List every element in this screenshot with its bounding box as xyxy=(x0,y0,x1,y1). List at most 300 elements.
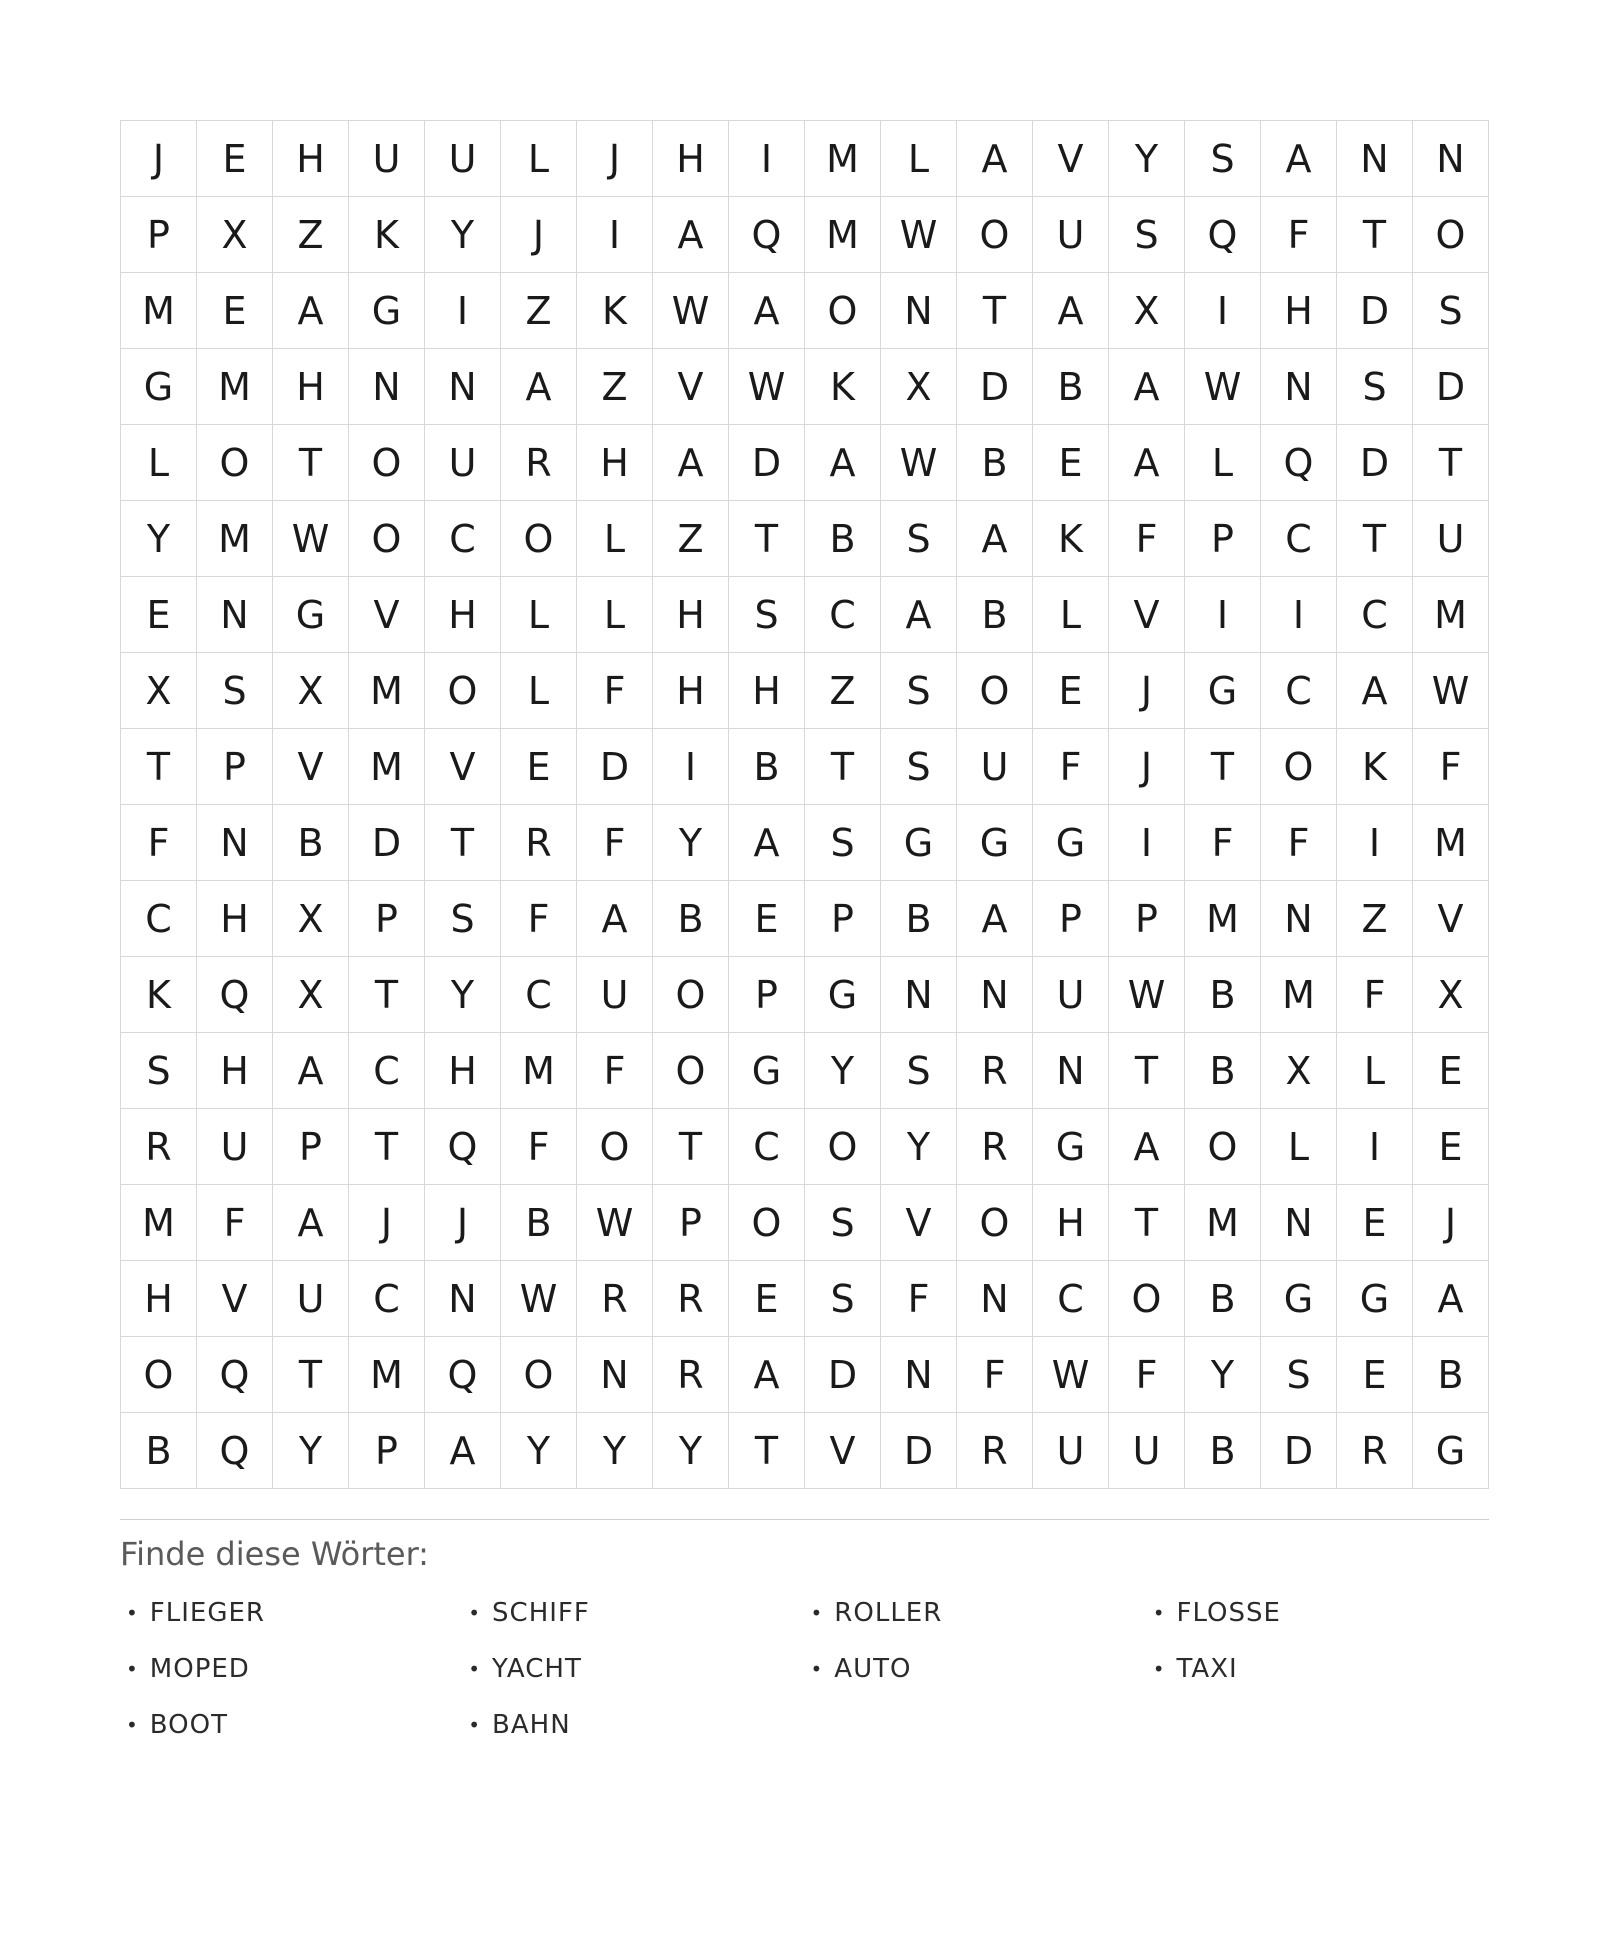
grid-cell[interactable]: B xyxy=(1185,1413,1261,1489)
grid-cell[interactable]: F xyxy=(577,653,653,729)
grid-cell[interactable]: C xyxy=(349,1033,425,1109)
grid-cell[interactable]: O xyxy=(197,425,273,501)
grid-cell[interactable]: E xyxy=(501,729,577,805)
grid-cell[interactable]: M xyxy=(1413,577,1489,653)
grid-cell[interactable]: Q xyxy=(425,1109,501,1185)
grid-cell[interactable]: X xyxy=(1413,957,1489,1033)
grid-cell[interactable]: I xyxy=(653,729,729,805)
grid-cell[interactable]: T xyxy=(957,273,1033,349)
grid-cell[interactable]: Z xyxy=(1337,881,1413,957)
grid-cell[interactable]: G xyxy=(121,349,197,425)
grid-cell[interactable]: Y xyxy=(653,1413,729,1489)
grid-cell[interactable]: A xyxy=(1109,349,1185,425)
grid-cell[interactable]: X xyxy=(273,653,349,729)
grid-cell[interactable]: P xyxy=(653,1185,729,1261)
grid-cell[interactable]: H xyxy=(273,349,349,425)
grid-cell[interactable]: A xyxy=(729,1337,805,1413)
grid-cell[interactable]: A xyxy=(805,425,881,501)
grid-cell[interactable]: U xyxy=(425,425,501,501)
grid-cell[interactable]: T xyxy=(1337,197,1413,273)
grid-cell[interactable]: F xyxy=(577,805,653,881)
grid-cell[interactable]: T xyxy=(729,501,805,577)
grid-cell[interactable]: L xyxy=(577,501,653,577)
grid-cell[interactable]: O xyxy=(729,1185,805,1261)
grid-cell[interactable]: O xyxy=(577,1109,653,1185)
grid-cell[interactable]: P xyxy=(1109,881,1185,957)
grid-cell[interactable]: M xyxy=(1185,1185,1261,1261)
grid-cell[interactable]: U xyxy=(1033,957,1109,1033)
grid-cell[interactable]: K xyxy=(577,273,653,349)
grid-cell[interactable]: F xyxy=(1033,729,1109,805)
grid-cell[interactable]: T xyxy=(349,957,425,1033)
grid-cell[interactable]: V xyxy=(349,577,425,653)
grid-cell[interactable]: M xyxy=(197,501,273,577)
grid-cell[interactable]: S xyxy=(881,501,957,577)
grid-cell[interactable]: W xyxy=(273,501,349,577)
grid-cell[interactable]: L xyxy=(577,577,653,653)
grid-cell[interactable]: I xyxy=(1109,805,1185,881)
grid-cell[interactable]: I xyxy=(1185,577,1261,653)
grid-cell[interactable]: E xyxy=(1337,1185,1413,1261)
grid-cell[interactable]: F xyxy=(1109,501,1185,577)
grid-cell[interactable]: F xyxy=(197,1185,273,1261)
grid-cell[interactable]: M xyxy=(349,653,425,729)
grid-cell[interactable]: N xyxy=(349,349,425,425)
grid-cell[interactable]: B xyxy=(501,1185,577,1261)
grid-cell[interactable]: Y xyxy=(425,957,501,1033)
grid-cell[interactable]: H xyxy=(1261,273,1337,349)
grid-cell[interactable]: V xyxy=(273,729,349,805)
grid-cell[interactable]: S xyxy=(1261,1337,1337,1413)
grid-cell[interactable]: R xyxy=(653,1261,729,1337)
grid-cell[interactable]: Y xyxy=(1109,121,1185,197)
grid-cell[interactable]: M xyxy=(1413,805,1489,881)
grid-cell[interactable]: C xyxy=(1261,501,1337,577)
grid-cell[interactable]: N xyxy=(957,957,1033,1033)
grid-cell[interactable]: P xyxy=(121,197,197,273)
grid-cell[interactable]: B xyxy=(273,805,349,881)
grid-cell[interactable]: P xyxy=(197,729,273,805)
grid-cell[interactable]: I xyxy=(729,121,805,197)
grid-cell[interactable]: A xyxy=(577,881,653,957)
grid-cell[interactable]: G xyxy=(1413,1413,1489,1489)
grid-cell[interactable]: P xyxy=(349,881,425,957)
grid-cell[interactable]: Y xyxy=(273,1413,349,1489)
grid-cell[interactable]: I xyxy=(1185,273,1261,349)
grid-cell[interactable]: V xyxy=(881,1185,957,1261)
grid-cell[interactable]: D xyxy=(805,1337,881,1413)
grid-cell[interactable]: B xyxy=(1185,1033,1261,1109)
grid-cell[interactable]: V xyxy=(197,1261,273,1337)
grid-cell[interactable]: M xyxy=(121,273,197,349)
grid-cell[interactable]: Y xyxy=(425,197,501,273)
grid-cell[interactable]: M xyxy=(349,729,425,805)
grid-cell[interactable]: L xyxy=(501,653,577,729)
grid-cell[interactable]: N xyxy=(1337,121,1413,197)
grid-cell[interactable]: S xyxy=(1413,273,1489,349)
grid-cell[interactable]: U xyxy=(957,729,1033,805)
grid-cell[interactable]: N xyxy=(881,1337,957,1413)
grid-cell[interactable]: U xyxy=(1033,197,1109,273)
grid-cell[interactable]: E xyxy=(1413,1033,1489,1109)
grid-cell[interactable]: O xyxy=(957,197,1033,273)
grid-cell[interactable]: E xyxy=(1413,1109,1489,1185)
grid-cell[interactable]: P xyxy=(729,957,805,1033)
grid-cell[interactable]: E xyxy=(121,577,197,653)
grid-cell[interactable]: T xyxy=(653,1109,729,1185)
grid-cell[interactable]: E xyxy=(197,273,273,349)
grid-cell[interactable]: W xyxy=(653,273,729,349)
grid-cell[interactable]: X xyxy=(121,653,197,729)
grid-cell[interactable]: V xyxy=(1413,881,1489,957)
grid-cell[interactable]: B xyxy=(881,881,957,957)
grid-cell[interactable]: Y xyxy=(653,805,729,881)
grid-cell[interactable]: R xyxy=(577,1261,653,1337)
grid-cell[interactable]: S xyxy=(1185,121,1261,197)
grid-cell[interactable]: U xyxy=(577,957,653,1033)
grid-cell[interactable]: L xyxy=(881,121,957,197)
grid-cell[interactable]: Q xyxy=(197,1413,273,1489)
grid-cell[interactable]: W xyxy=(1033,1337,1109,1413)
grid-cell[interactable]: W xyxy=(1109,957,1185,1033)
grid-cell[interactable]: G xyxy=(1033,1109,1109,1185)
grid-cell[interactable]: P xyxy=(1185,501,1261,577)
grid-cell[interactable]: A xyxy=(957,501,1033,577)
grid-cell[interactable]: N xyxy=(881,957,957,1033)
grid-cell[interactable]: N xyxy=(957,1261,1033,1337)
grid-cell[interactable]: N xyxy=(1033,1033,1109,1109)
grid-cell[interactable]: G xyxy=(881,805,957,881)
grid-cell[interactable]: G xyxy=(805,957,881,1033)
grid-cell[interactable]: H xyxy=(729,653,805,729)
grid-cell[interactable]: Y xyxy=(805,1033,881,1109)
grid-cell[interactable]: B xyxy=(1033,349,1109,425)
grid-cell[interactable]: D xyxy=(1261,1413,1337,1489)
grid-cell[interactable]: F xyxy=(1413,729,1489,805)
grid-cell[interactable]: Q xyxy=(197,1337,273,1413)
grid-cell[interactable]: M xyxy=(805,121,881,197)
grid-cell[interactable]: L xyxy=(1033,577,1109,653)
grid-cell[interactable]: F xyxy=(1261,197,1337,273)
grid-cell[interactable]: S xyxy=(881,653,957,729)
grid-cell[interactable]: X xyxy=(273,957,349,1033)
grid-cell[interactable]: E xyxy=(1033,425,1109,501)
grid-cell[interactable]: T xyxy=(1337,501,1413,577)
grid-cell[interactable]: A xyxy=(653,197,729,273)
grid-cell[interactable]: H xyxy=(425,577,501,653)
grid-cell[interactable]: T xyxy=(1185,729,1261,805)
grid-cell[interactable]: I xyxy=(1337,1109,1413,1185)
grid-cell[interactable]: V xyxy=(805,1413,881,1489)
grid-cell[interactable]: B xyxy=(121,1413,197,1489)
grid-cell[interactable]: T xyxy=(273,425,349,501)
grid-cell[interactable]: D xyxy=(349,805,425,881)
grid-cell[interactable]: S xyxy=(881,729,957,805)
grid-cell[interactable]: R xyxy=(957,1033,1033,1109)
grid-cell[interactable]: J xyxy=(349,1185,425,1261)
grid-cell[interactable]: P xyxy=(349,1413,425,1489)
grid-cell[interactable]: N xyxy=(1261,881,1337,957)
grid-cell[interactable]: R xyxy=(121,1109,197,1185)
grid-cell[interactable]: W xyxy=(501,1261,577,1337)
grid-cell[interactable]: G xyxy=(273,577,349,653)
grid-cell[interactable]: C xyxy=(729,1109,805,1185)
grid-cell[interactable]: C xyxy=(349,1261,425,1337)
grid-cell[interactable]: Q xyxy=(197,957,273,1033)
grid-cell[interactable]: W xyxy=(881,425,957,501)
grid-cell[interactable]: M xyxy=(1185,881,1261,957)
grid-cell[interactable]: S xyxy=(805,1185,881,1261)
grid-cell[interactable]: U xyxy=(425,121,501,197)
grid-cell[interactable]: F xyxy=(1185,805,1261,881)
grid-cell[interactable]: O xyxy=(653,957,729,1033)
grid-cell[interactable]: L xyxy=(1185,425,1261,501)
grid-cell[interactable]: A xyxy=(1033,273,1109,349)
grid-cell[interactable]: C xyxy=(1033,1261,1109,1337)
grid-cell[interactable]: T xyxy=(805,729,881,805)
grid-cell[interactable]: A xyxy=(881,577,957,653)
grid-cell[interactable]: A xyxy=(1413,1261,1489,1337)
grid-cell[interactable]: B xyxy=(957,425,1033,501)
grid-cell[interactable]: N xyxy=(881,273,957,349)
grid-cell[interactable]: S xyxy=(1337,349,1413,425)
grid-cell[interactable]: V xyxy=(653,349,729,425)
grid-cell[interactable]: O xyxy=(425,653,501,729)
grid-cell[interactable]: X xyxy=(197,197,273,273)
grid-cell[interactable]: A xyxy=(1337,653,1413,729)
grid-cell[interactable]: F xyxy=(1337,957,1413,1033)
grid-cell[interactable]: V xyxy=(1033,121,1109,197)
grid-cell[interactable]: A xyxy=(729,273,805,349)
grid-cell[interactable]: C xyxy=(501,957,577,1033)
grid-cell[interactable]: G xyxy=(1261,1261,1337,1337)
grid-cell[interactable]: S xyxy=(197,653,273,729)
grid-cell[interactable]: B xyxy=(1185,1261,1261,1337)
grid-cell[interactable]: F xyxy=(577,1033,653,1109)
grid-cell[interactable]: Y xyxy=(1185,1337,1261,1413)
grid-cell[interactable]: W xyxy=(1185,349,1261,425)
grid-cell[interactable]: G xyxy=(1185,653,1261,729)
grid-cell[interactable]: B xyxy=(805,501,881,577)
grid-cell[interactable]: U xyxy=(273,1261,349,1337)
grid-cell[interactable]: Y xyxy=(501,1413,577,1489)
grid-cell[interactable]: A xyxy=(501,349,577,425)
grid-cell[interactable]: T xyxy=(729,1413,805,1489)
grid-cell[interactable]: E xyxy=(197,121,273,197)
grid-cell[interactable]: D xyxy=(1337,425,1413,501)
grid-cell[interactable]: M xyxy=(349,1337,425,1413)
grid-cell[interactable]: F xyxy=(1109,1337,1185,1413)
grid-cell[interactable]: U xyxy=(1033,1413,1109,1489)
grid-cell[interactable]: Q xyxy=(425,1337,501,1413)
grid-cell[interactable]: L xyxy=(501,577,577,653)
grid-cell[interactable]: L xyxy=(1337,1033,1413,1109)
grid-cell[interactable]: N xyxy=(1261,349,1337,425)
grid-cell[interactable]: A xyxy=(957,881,1033,957)
grid-cell[interactable]: H xyxy=(273,121,349,197)
grid-cell[interactable]: F xyxy=(501,881,577,957)
grid-cell[interactable]: T xyxy=(1413,425,1489,501)
grid-cell[interactable]: J xyxy=(425,1185,501,1261)
grid-cell[interactable]: N xyxy=(197,805,273,881)
grid-cell[interactable]: O xyxy=(1261,729,1337,805)
grid-cell[interactable]: N xyxy=(425,1261,501,1337)
grid-cell[interactable]: F xyxy=(121,805,197,881)
grid-cell[interactable]: A xyxy=(1109,425,1185,501)
grid-cell[interactable]: K xyxy=(1033,501,1109,577)
grid-cell[interactable]: H xyxy=(653,653,729,729)
grid-cell[interactable]: A xyxy=(273,1185,349,1261)
grid-cell[interactable]: D xyxy=(881,1413,957,1489)
grid-cell[interactable]: O xyxy=(1413,197,1489,273)
grid-cell[interactable]: B xyxy=(957,577,1033,653)
grid-cell[interactable]: T xyxy=(1109,1033,1185,1109)
grid-cell[interactable]: A xyxy=(273,1033,349,1109)
grid-cell[interactable]: X xyxy=(1109,273,1185,349)
grid-cell[interactable]: N xyxy=(1413,121,1489,197)
grid-cell[interactable]: B xyxy=(653,881,729,957)
grid-cell[interactable]: K xyxy=(349,197,425,273)
grid-cell[interactable]: G xyxy=(1033,805,1109,881)
grid-cell[interactable]: E xyxy=(1033,653,1109,729)
grid-cell[interactable]: X xyxy=(881,349,957,425)
grid-cell[interactable]: B xyxy=(1413,1337,1489,1413)
grid-cell[interactable]: O xyxy=(957,1185,1033,1261)
grid-cell[interactable]: Z xyxy=(577,349,653,425)
grid-cell[interactable]: Y xyxy=(121,501,197,577)
grid-cell[interactable]: J xyxy=(1109,729,1185,805)
grid-cell[interactable]: M xyxy=(1261,957,1337,1033)
grid-cell[interactable]: R xyxy=(957,1413,1033,1489)
grid-cell[interactable]: A xyxy=(425,1413,501,1489)
grid-cell[interactable]: W xyxy=(729,349,805,425)
grid-cell[interactable]: T xyxy=(1109,1185,1185,1261)
grid-cell[interactable]: I xyxy=(577,197,653,273)
grid-cell[interactable]: C xyxy=(1337,577,1413,653)
grid-cell[interactable]: O xyxy=(1109,1261,1185,1337)
grid-cell[interactable]: O xyxy=(349,425,425,501)
grid-cell[interactable]: T xyxy=(425,805,501,881)
grid-cell[interactable]: X xyxy=(273,881,349,957)
grid-cell[interactable]: K xyxy=(121,957,197,1033)
grid-cell[interactable]: C xyxy=(425,501,501,577)
grid-cell[interactable]: B xyxy=(1185,957,1261,1033)
grid-cell[interactable]: O xyxy=(501,1337,577,1413)
grid-cell[interactable]: M xyxy=(197,349,273,425)
grid-cell[interactable]: G xyxy=(1337,1261,1413,1337)
grid-cell[interactable]: J xyxy=(501,197,577,273)
grid-cell[interactable]: M xyxy=(501,1033,577,1109)
grid-cell[interactable]: I xyxy=(425,273,501,349)
grid-cell[interactable]: A xyxy=(1109,1109,1185,1185)
grid-cell[interactable]: K xyxy=(805,349,881,425)
grid-cell[interactable]: P xyxy=(805,881,881,957)
grid-cell[interactable]: C xyxy=(1261,653,1337,729)
grid-cell[interactable]: Z xyxy=(273,197,349,273)
grid-cell[interactable]: I xyxy=(1261,577,1337,653)
grid-cell[interactable]: S xyxy=(805,1261,881,1337)
grid-cell[interactable]: T xyxy=(121,729,197,805)
grid-cell[interactable]: L xyxy=(121,425,197,501)
grid-cell[interactable]: U xyxy=(1413,501,1489,577)
grid-cell[interactable]: J xyxy=(121,121,197,197)
grid-cell[interactable]: W xyxy=(577,1185,653,1261)
grid-cell[interactable]: Q xyxy=(1261,425,1337,501)
grid-cell[interactable]: F xyxy=(501,1109,577,1185)
grid-cell[interactable]: N xyxy=(197,577,273,653)
grid-cell[interactable]: R xyxy=(1337,1413,1413,1489)
grid-cell[interactable]: N xyxy=(425,349,501,425)
grid-cell[interactable]: A xyxy=(729,805,805,881)
grid-cell[interactable]: E xyxy=(729,1261,805,1337)
grid-cell[interactable]: U xyxy=(1109,1413,1185,1489)
grid-cell[interactable]: U xyxy=(349,121,425,197)
grid-cell[interactable]: O xyxy=(805,273,881,349)
grid-cell[interactable]: V xyxy=(1109,577,1185,653)
grid-cell[interactable]: A xyxy=(653,425,729,501)
grid-cell[interactable]: L xyxy=(1261,1109,1337,1185)
grid-cell[interactable]: O xyxy=(1185,1109,1261,1185)
grid-cell[interactable]: H xyxy=(1033,1185,1109,1261)
grid-cell[interactable]: D xyxy=(729,425,805,501)
grid-cell[interactable]: S xyxy=(881,1033,957,1109)
grid-cell[interactable]: G xyxy=(729,1033,805,1109)
grid-cell[interactable]: D xyxy=(957,349,1033,425)
grid-cell[interactable]: C xyxy=(121,881,197,957)
grid-cell[interactable]: N xyxy=(577,1337,653,1413)
grid-cell[interactable]: X xyxy=(1261,1033,1337,1109)
grid-cell[interactable]: J xyxy=(577,121,653,197)
grid-cell[interactable]: A xyxy=(957,121,1033,197)
grid-cell[interactable]: V xyxy=(425,729,501,805)
grid-cell[interactable]: O xyxy=(957,653,1033,729)
grid-cell[interactable]: T xyxy=(273,1337,349,1413)
grid-cell[interactable]: T xyxy=(349,1109,425,1185)
grid-cell[interactable]: R xyxy=(501,425,577,501)
grid-cell[interactable]: L xyxy=(501,121,577,197)
grid-cell[interactable]: O xyxy=(501,501,577,577)
grid-cell[interactable]: S xyxy=(1109,197,1185,273)
grid-cell[interactable]: N xyxy=(1261,1185,1337,1261)
grid-cell[interactable]: Z xyxy=(653,501,729,577)
grid-cell[interactable]: S xyxy=(121,1033,197,1109)
grid-cell[interactable]: F xyxy=(881,1261,957,1337)
grid-cell[interactable]: D xyxy=(1337,273,1413,349)
grid-cell[interactable]: H xyxy=(653,121,729,197)
grid-cell[interactable]: D xyxy=(1413,349,1489,425)
grid-cell[interactable]: P xyxy=(1033,881,1109,957)
grid-cell[interactable]: S xyxy=(425,881,501,957)
grid-cell[interactable]: R xyxy=(653,1337,729,1413)
grid-cell[interactable]: H xyxy=(197,881,273,957)
grid-cell[interactable]: R xyxy=(957,1109,1033,1185)
grid-cell[interactable]: B xyxy=(729,729,805,805)
grid-cell[interactable]: A xyxy=(273,273,349,349)
grid-cell[interactable]: J xyxy=(1109,653,1185,729)
grid-cell[interactable]: E xyxy=(1337,1337,1413,1413)
grid-cell[interactable]: I xyxy=(1337,805,1413,881)
grid-cell[interactable]: K xyxy=(1337,729,1413,805)
grid-cell[interactable]: W xyxy=(881,197,957,273)
grid-cell[interactable]: G xyxy=(349,273,425,349)
grid-cell[interactable]: M xyxy=(805,197,881,273)
grid-cell[interactable]: E xyxy=(729,881,805,957)
grid-cell[interactable]: A xyxy=(1261,121,1337,197)
grid-cell[interactable]: H xyxy=(425,1033,501,1109)
grid-cell[interactable]: C xyxy=(805,577,881,653)
grid-cell[interactable]: S xyxy=(729,577,805,653)
grid-cell[interactable]: J xyxy=(1413,1185,1489,1261)
